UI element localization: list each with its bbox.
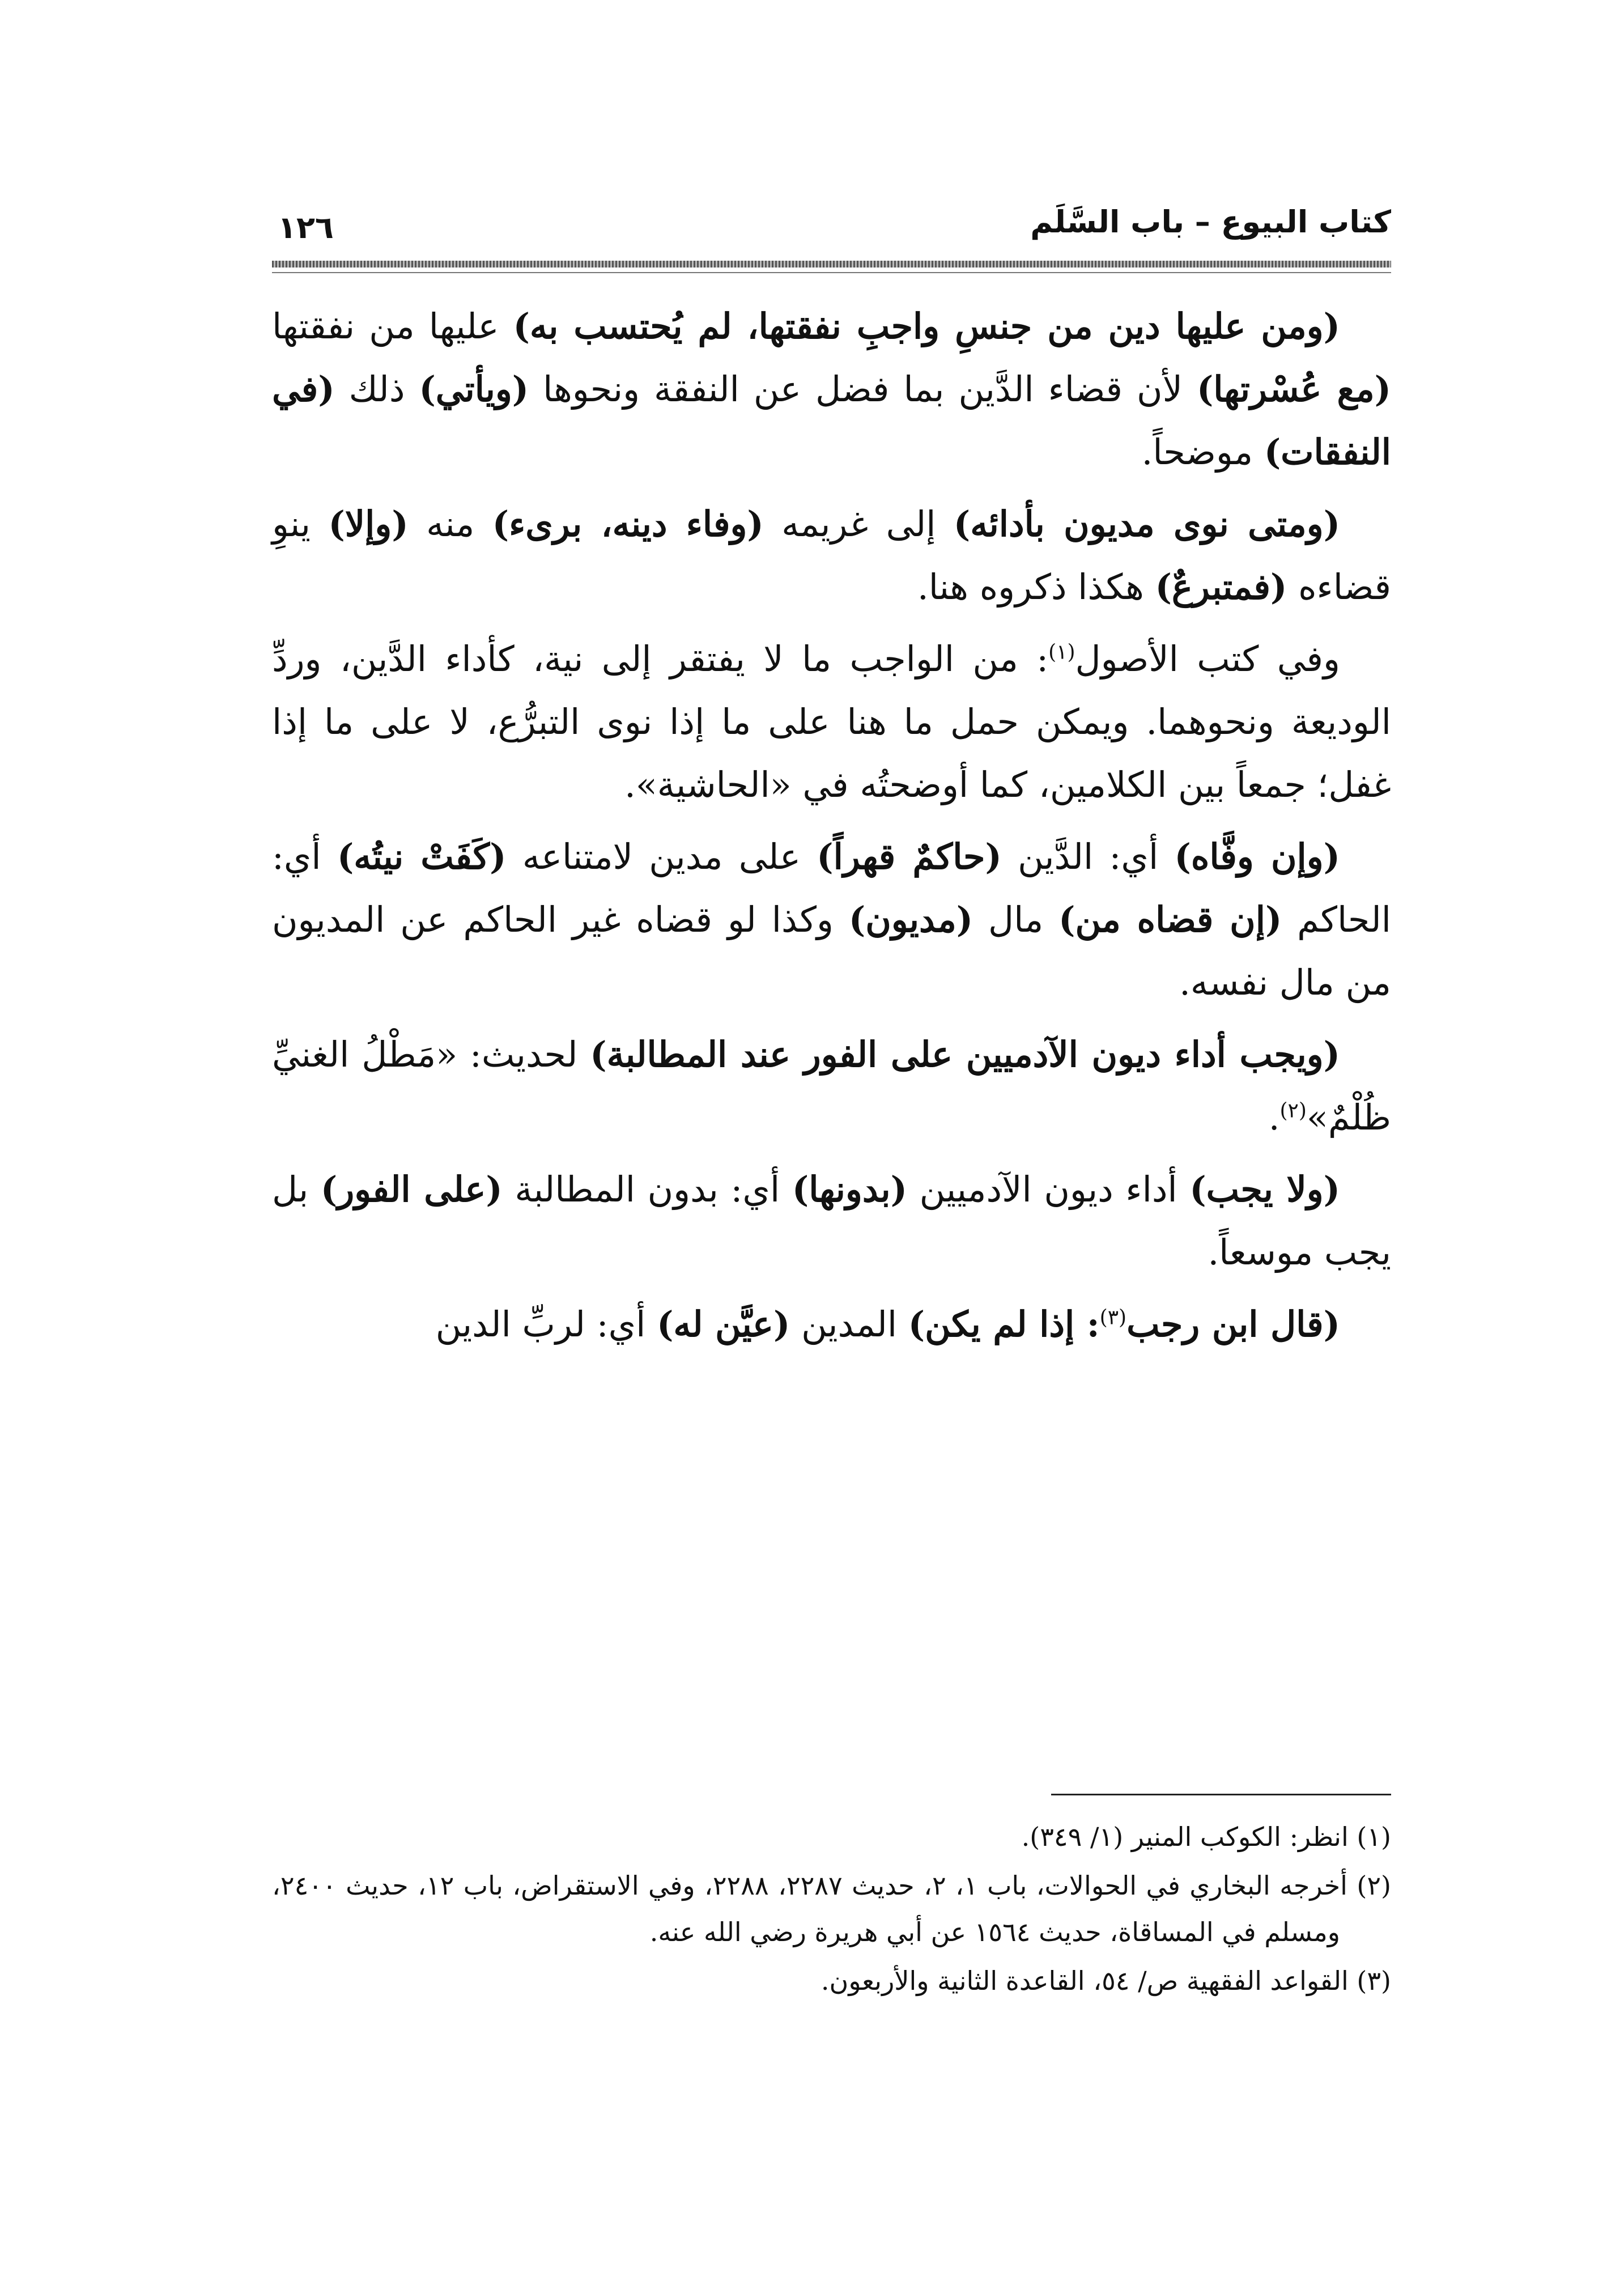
matn-text: (في النفقات)	[272, 368, 1391, 473]
matn-text: (ويجب أداء ديون الآدميين على الفور عند المطالبة)	[590, 1034, 1340, 1075]
matn-text: (ويأتي)	[419, 368, 529, 410]
footnote-reference: (٢)	[1279, 1099, 1307, 1123]
commentary-text: وفي كتب الأصول	[1075, 638, 1340, 680]
commentary-text: أي: الحاكم	[272, 836, 1391, 940]
matn-text: (فمتبرعٌ)	[1155, 566, 1287, 608]
commentary-text: على مدين لامتناعه	[506, 836, 817, 877]
matn-text: (وإن وفَّاه)	[1174, 836, 1341, 877]
commentary-text: المدين	[790, 1303, 908, 1345]
matn-text: (كَفَتْ نيتُه)	[337, 836, 507, 877]
commentary-text: ذلك	[334, 368, 419, 410]
matn-text: (عيَّن له)	[657, 1303, 790, 1345]
header-rule	[272, 261, 1391, 267]
footnote: (١) انظر: الكوكب المنير (١/ ٣٤٩).	[1021, 1821, 1391, 1852]
commentary-text: وكذا لو قضاه غير الحاكم عن المديون من مال نفسه.	[272, 899, 1391, 1003]
commentary-text: أي: الدَّين	[1001, 836, 1175, 877]
matn-text: (وإلا)	[328, 503, 409, 545]
footnote-reference: (٣)	[1099, 1306, 1127, 1330]
matn-text: (وفاء دينه، برىء)	[492, 503, 764, 545]
matn-text: (ولا يجب)	[1189, 1169, 1340, 1210]
commentary-text: مال	[973, 899, 1059, 940]
commentary-text: إلى غريمه	[763, 503, 954, 545]
matn-text: (بدونها)	[792, 1169, 907, 1210]
commentary-text: ينوِ قضاءه	[272, 503, 1391, 608]
footnote: (٣) القواعد الفقهية ص/ ٥٤، القاعدة الثانية والأربعون.	[820, 1965, 1391, 1996]
footnotes	[272, 1814, 1391, 2006]
commentary-text: : من الواجب ما لا يفتقر إلى نية، كأداء الدَّين، وردِّ الوديعة ونحوهما. ويمكن حمل ما هنا على ما إذا نوى التبرُّع، لا على ما إذا غفل؛ جمعاً بين الكلامين، كما أوضحتُه في «الحاشية».	[272, 638, 1391, 805]
commentary-text: أي: لربِّ الدين	[435, 1303, 657, 1345]
footnote-separator	[1051, 1794, 1391, 1795]
paragraph	[272, 492, 1391, 618]
main-text	[272, 295, 1391, 1365]
running-head-title: كتاب البيوع – باب السَّلَم	[1030, 204, 1391, 240]
footnote: (٢) أخرجه البخاري في الحوالات، باب ١، ٢، حديث ٢٢٨٧، ٢٢٨٨، وفي الاستقراض، باب ١٢، حديث ٢٤٠٠، ومسلم في المساقاة، حديث ١٥٦٤ عن أبي هريرة رضي الله عنه.	[272, 1870, 1391, 1947]
matn-text: (حاكمٌ قهراً)	[817, 836, 1002, 877]
matn-text: (قال ابن رجب	[1126, 1303, 1340, 1345]
matn-text: (ومتى نوى مديون بأدائه)	[953, 503, 1341, 545]
book-page	[272, 187, 1391, 2125]
matn-text: (ومن عليها دين من جنسِ واجبِ نفقتها، لم يُحتسب به)	[513, 305, 1340, 347]
page-number: ١٢٦	[278, 210, 334, 245]
matn-text: (على الفور)	[320, 1169, 503, 1210]
commentary-text: بل يجب موسعاً.	[272, 1169, 1391, 1273]
matn-text: (مع عُسْرتها)	[1196, 368, 1391, 410]
commentary-text: .	[1268, 1097, 1280, 1138]
commentary-text: موضحاً.	[1141, 431, 1264, 473]
matn-text: (مديون)	[848, 899, 973, 940]
paragraph	[272, 295, 1391, 483]
commentary-text: عليها من نفقتها	[272, 305, 513, 347]
paragraph	[272, 627, 1391, 816]
commentary-text: لأن قضاء الدَّين بما فضل عن النفقة ونحوها	[529, 368, 1197, 410]
paragraph	[272, 825, 1391, 1014]
matn-text: : إذا لم يكن)	[908, 1303, 1100, 1345]
commentary-text: هكذا ذكروه هنا.	[917, 566, 1155, 608]
paragraph	[272, 1158, 1391, 1284]
footnote-reference: (١)	[1048, 640, 1075, 664]
commentary-text: أي: بدون المطالبة	[502, 1169, 792, 1210]
paragraph	[272, 1293, 1391, 1356]
commentary-text: لحديث: «مَطْلُ الغنيِّ ظُلْمٌ»	[272, 1034, 1391, 1138]
paragraph	[272, 1023, 1391, 1149]
commentary-text: منه	[408, 503, 492, 545]
matn-text: (إن قضاه من)	[1058, 899, 1282, 940]
header-rule-thin	[272, 272, 1391, 273]
commentary-text: أداء ديون الآدميين	[907, 1169, 1190, 1210]
page-header	[272, 187, 1391, 255]
